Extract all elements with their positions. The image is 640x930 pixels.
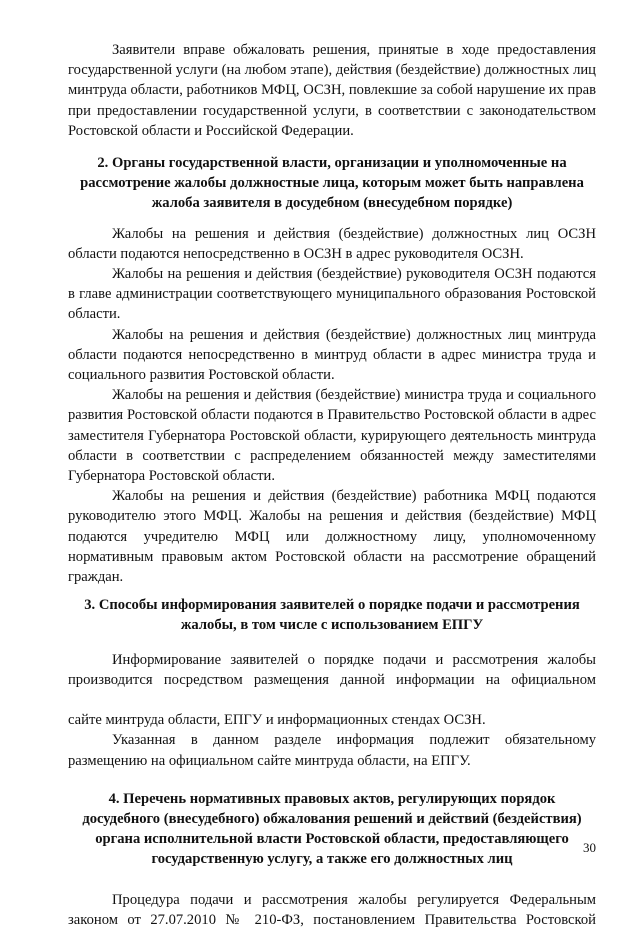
section-2-paragraph-2: Жалобы на решения и действия (бездействие) руководителя ОСЗН подаются в главе администрации соответствующего муниципального образования Ростовской области.	[68, 266, 596, 323]
section-2-paragraph-5: Жалобы на решения и действия (бездействие) работника МФЦ подаются руководителю этого МФЦ. Жалобы на решения и действия (бездействие) МФЦ подаются учредителю МФЦ или должностному лицу, уполномоченному нормативным правовым актом Ростовской области на рассмотрение обращений граждан.	[68, 488, 596, 586]
document-page	[68, 40, 596, 930]
section-2-paragraph-1: Жалобы на решения и действия (бездействие) должностных лиц ОСЗН области подаются непосредственно в ОСЗН в адрес руководителя ОСЗН.	[68, 225, 596, 262]
section-2-paragraph-3: Жалобы на решения и действия (бездействие) должностных лиц минтруда области подаются непосредственно в минтруд области в адрес министра труда и социального развития Ростовской области.	[68, 326, 596, 384]
section-4-heading: 4. Перечень нормативных правовых актов, регулирующих порядок досудебного (внесудебного) обжалования решений и действий (бездействия) органа исполнительной власти Ростовской области, предоставляющего государственную услугу, а также его должностных лиц	[82, 790, 582, 868]
section-2-paragraph-4: Жалобы на решения и действия (бездействие) министра труда и социального развития Ростовской области подаются в Правительство Ростовской области в адрес заместителя Губернатора Ростовской области, курирующего деятельность минтруда области в соответствии с распределением обязанностей между заместителями Губернатора Ростовской области.	[68, 387, 596, 485]
page-number: 30	[583, 840, 596, 855]
section-3-paragraph-1-start: Информирование заявителей о порядке подачи и рассмотрения жалобы производится посредством размещения данной информации на официальном	[68, 651, 596, 688]
section-4-paragraph-1: Процедура подачи и рассмотрения жалобы регулируется Федеральным законом от 27.07.2010 № 210-ФЗ, постановлением Правительства Ростовской	[68, 891, 596, 928]
intro-paragraph: Заявители вправе обжаловать решения, принятые в ходе предоставления государственной услуги (на любом этапе), действия (бездействие) должностных лиц минтруда области, работников МФЦ, ОСЗН, повлекшие за собой нарушение их прав при предоставлении государственной услуги, в соответствии с законодательством Ростовской области и Российской Федерации.	[68, 42, 596, 139]
section-3-paragraph-1-end: сайте минтруда области, ЕПГУ и информационных стендах ОСЗН.	[68, 712, 486, 729]
section-2-heading: 2. Органы государственной власти, организации и уполномоченные на рассмотрение жалобы должностные лица, которым может быть направлена жалоба заявителя в досудебном (внесудебном порядке)	[80, 155, 584, 212]
section-3-paragraph-2: Указанная в данном разделе информация подлежит обязательному размещению на официальном сайте минтруда области, на ЕПГУ.	[68, 732, 596, 769]
section-3-heading: 3. Способы информирования заявителей о порядке подачи и рассмотрения жалобы, в том числе с использованием ЕПГУ	[84, 597, 580, 634]
